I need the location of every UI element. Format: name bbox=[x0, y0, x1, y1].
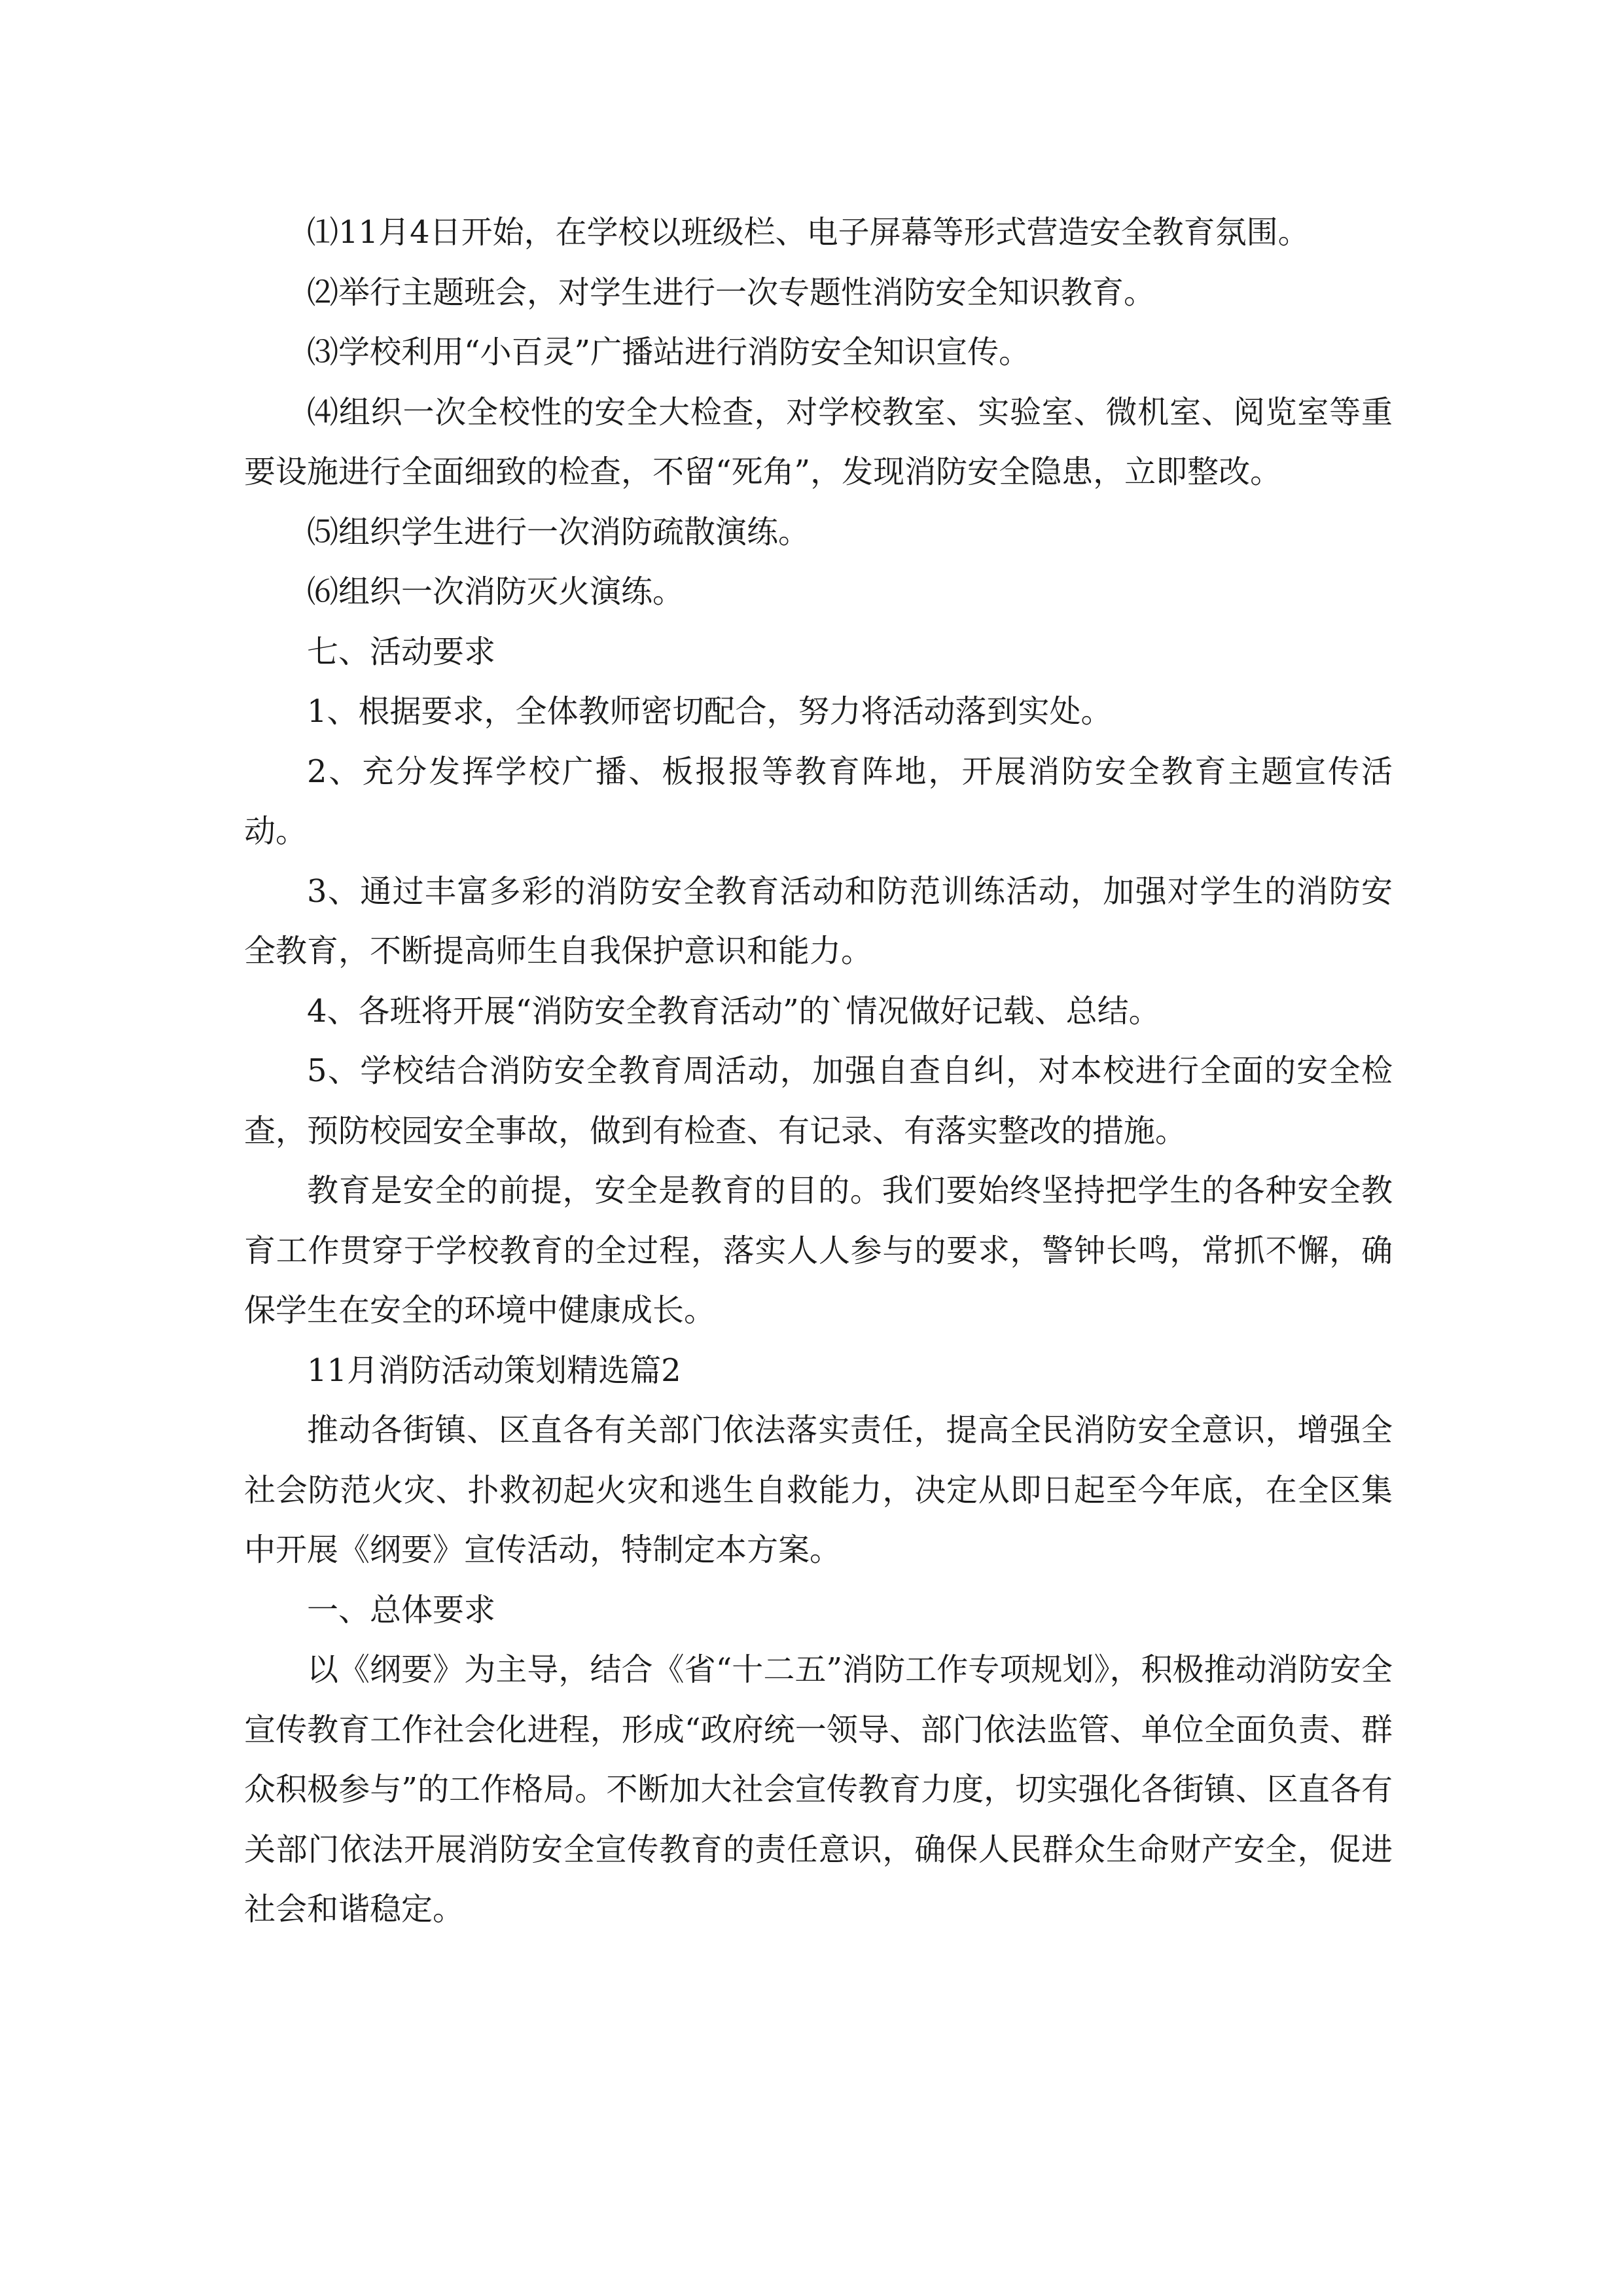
paragraph-item-6: ⑹组织一次消防灭火演练。 bbox=[307, 573, 685, 610]
section-heading-overall: 一、总体要求 bbox=[307, 1591, 496, 1628]
paragraph-requirement-3: 3、通过丰富多彩的消防安全教育活动和防范训练活动，加强对学生的消防安全教育，不断提高师生自我保护意识和能力。 bbox=[244, 872, 1393, 969]
paragraph-requirement-1: 1、根据要求，全体教师密切配合，努力将活动落到实处。 bbox=[307, 693, 1113, 730]
paragraph-item-3: ⑶学校利用“小百灵”广播站进行消防安全知识宣传。 bbox=[307, 334, 1031, 370]
paragraph-item-5: ⑸组织学生进行一次消防疏散演练。 bbox=[307, 513, 810, 550]
paragraph-intro-part-2: 推动各街镇、区直各有关部门依法落实责任，提高全民消防安全意识，增强全社会防范火灾、扑救初起火灾和逃生自救能力，决定从即日起至今年底，在全区集中开展《纲要》宣传活动，特制定本方案。 bbox=[244, 1412, 1393, 1568]
section-heading-requirements: 七、活动要求 bbox=[307, 633, 496, 670]
paragraph-requirement-2: 2、充分发挥学校广播、板报报等教育阵地，开展消防安全教育主题宣传活动。 bbox=[244, 753, 1393, 850]
paragraph-overall-requirements: 以《纲要》为主导，结合《省“十二五”消防工作专项规划》，积极推动消防安全宣传教育工作社会化进程，形成“政府统一领导、部门依法监管、单位全面负责、群众积极参与”的工作格局。不断加大社会宣传教育力度，切实强化各街镇、区直各有关部门依法开展消防安全宣传教育的责任意识，确保人民群众生命财产安全，促进社会和谐稳定。 bbox=[244, 1651, 1393, 1928]
document-body bbox=[244, 203, 1393, 1940]
paragraph-item-2: ⑵举行主题班会，对学生进行一次专题性消防安全知识教育。 bbox=[307, 274, 1156, 311]
paragraph-conclusion: 教育是安全的前提，安全是教育的目的。我们要始终坚持把学生的各种安全教育工作贯穿于学校教育的全过程，落实人人参与的要求，警钟长鸣，常抓不懈，确保学生在安全的环境中健康成长。 bbox=[244, 1172, 1393, 1329]
paragraph-item-1: ⑴11月4日开始，在学校以班级栏、电子屏幕等形式营造安全教育氛围。 bbox=[307, 214, 1310, 251]
paragraph-requirement-4: 4、各班将开展“消防安全教育活动”的`情况做好记载、总结。 bbox=[307, 992, 1160, 1030]
paragraph-requirement-5: 5、学校结合消防安全教育周活动，加强自查自纠，对本校进行全面的安全检查，预防校园安全事故，做到有检查、有记录、有落实整改的措施。 bbox=[244, 1052, 1393, 1149]
section-title-part-2: 11月消防活动策划精选篇2 bbox=[307, 1352, 681, 1389]
paragraph-item-4: ⑷组织一次全校性的安全大检查，对学校教室、实验室、微机室、阅览室等重要设施进行全面细致的检查，不留“死角”，发现消防安全隐患，立即整改。 bbox=[244, 393, 1393, 490]
